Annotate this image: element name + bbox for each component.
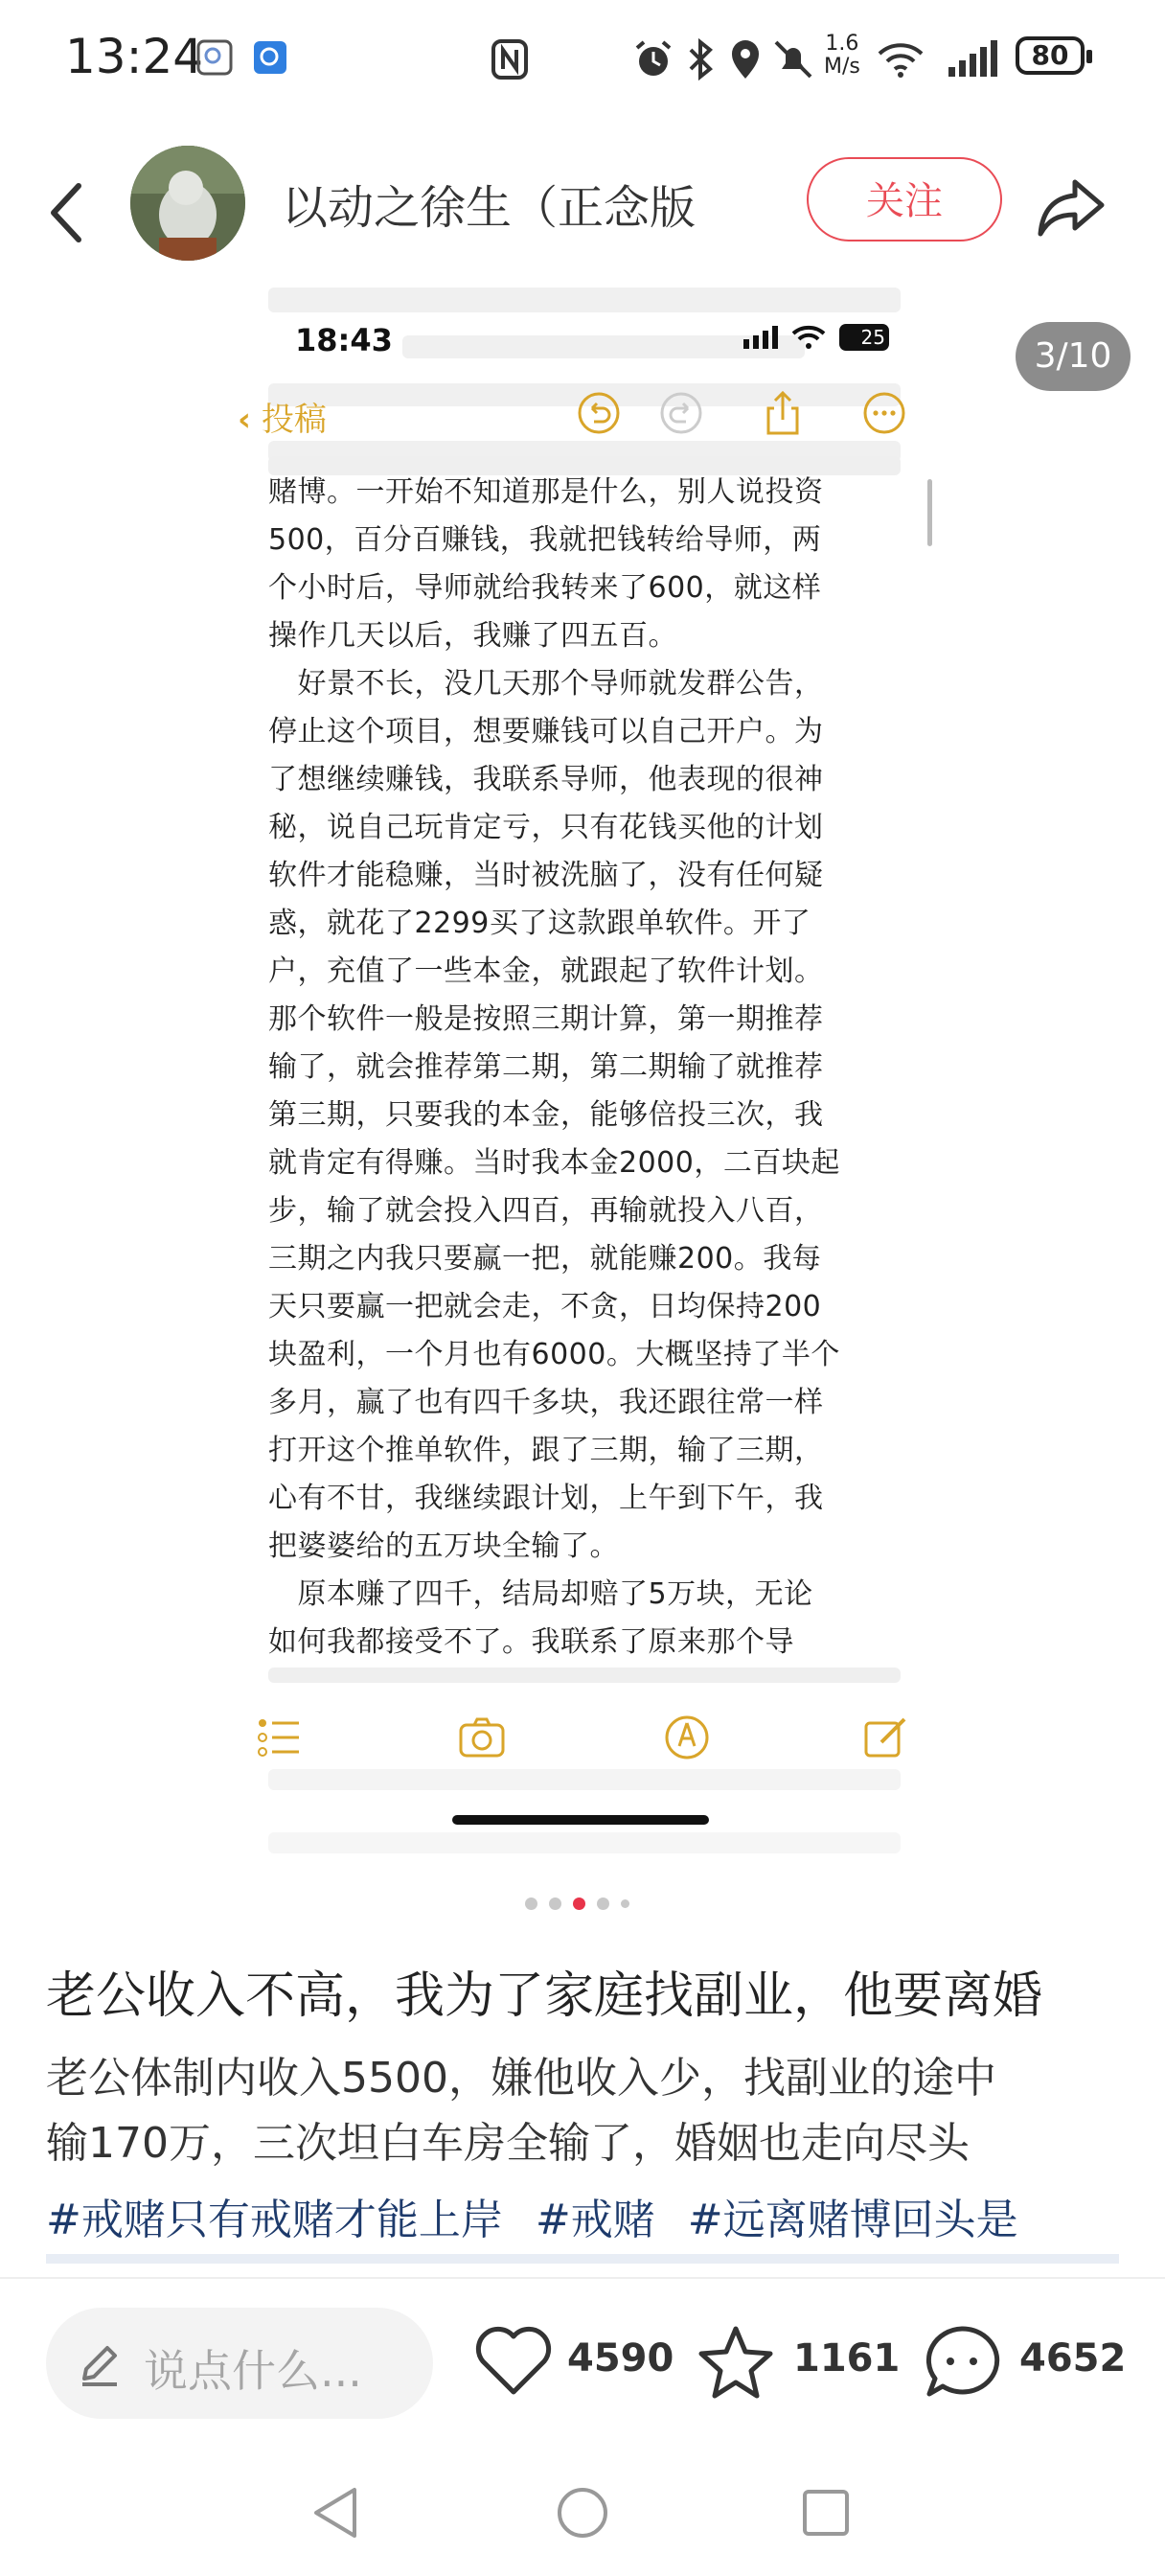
note-line: 块盈利，一个月也有6000。大概坚持了半个 [268, 1338, 840, 1371]
post-tags [46, 2185, 1038, 2246]
note-line: 三期之内我只要赢一把，就能赚200。我每 [268, 1242, 822, 1276]
app-icon [251, 38, 289, 77]
note-line: 个小时后，导师就给我转来了600，就这样 [268, 571, 822, 605]
carousel-dot-active [573, 1898, 585, 1910]
hashtag[interactable]: #远离赌博回头是 [687, 2196, 1018, 2244]
note-line: 多月，赢了也有四千多块，我还跟往常一样 [268, 1386, 824, 1419]
note-line: 户，充值了一些本金，就跟起了软件计划。 [268, 954, 824, 988]
collect-button[interactable] [696, 2323, 901, 2400]
gallery-icon [195, 38, 234, 77]
alarm-icon [632, 38, 674, 80]
note-line: 停止这个项目，想要赚钱可以自己开户。为 [268, 715, 824, 748]
note-line: 秘，说自己玩肯定亏，只有花钱买他的计划 [268, 811, 824, 844]
note-line: 心有不甘，我继续跟计划，上午到下午，我 [268, 1482, 824, 1515]
like-button[interactable] [473, 2323, 674, 2400]
star-icon [696, 2323, 776, 2400]
scrollbar[interactable] [927, 479, 932, 546]
tags-overflow [46, 2254, 1119, 2277]
carousel-dot [549, 1898, 561, 1910]
post-title: 老公收入不高，我为了家庭找副业，他要离婚 [46, 1967, 1043, 2025]
comment-input[interactable] [46, 2308, 433, 2419]
comment-count: 4652 [1019, 2336, 1127, 2380]
wifi-icon [876, 38, 925, 80]
faded-text [268, 288, 901, 312]
note-line: 把婆婆给的五万块全输了。 [268, 1530, 619, 1563]
note-line: 天只要赢一把就会走，不贪，日均保持200 [268, 1290, 822, 1323]
notes-back-label: 投稿 [261, 401, 327, 439]
follow-button[interactable]: 关注 [807, 157, 1002, 242]
note-line: 步，输了就会投入四百，再输就投入八百， [268, 1194, 824, 1228]
inner-home-indicator [452, 1815, 709, 1825]
inner-signal-icon [743, 326, 780, 349]
inner-battery: 25 [839, 324, 889, 351]
action-bar [0, 2277, 1165, 2451]
post-header [0, 134, 1165, 289]
notes-back-button[interactable] [238, 393, 327, 440]
status-time: 13:24 [65, 29, 204, 84]
note-line: 打开这个推单软件，跟了三期，输了三期， [268, 1434, 824, 1467]
checklist-icon[interactable] [255, 1714, 303, 1761]
share-icon[interactable] [761, 391, 805, 435]
faded-text [268, 1832, 901, 1853]
redo-icon[interactable] [659, 391, 703, 435]
note-line: 了想继续赚钱，我联系导师，他表现的很神 [268, 763, 824, 796]
carousel-dot [621, 1899, 629, 1908]
carousel-dot [597, 1898, 609, 1910]
inner-wifi-icon [791, 324, 826, 351]
note-line: 那个软件一般是按照三期计算，第一期推荐 [268, 1002, 824, 1036]
network-speed: 1.6 M/s [824, 32, 860, 79]
pencil-icon [75, 2338, 125, 2388]
nav-home-icon[interactable] [554, 2484, 611, 2542]
nav-recents-icon[interactable] [799, 2486, 853, 2540]
comment-icon [922, 2323, 1002, 2400]
comment-button[interactable] [922, 2323, 1132, 2400]
note-line: 500，百分百赚钱，我就把钱转给导师，两 [268, 523, 822, 557]
author-avatar[interactable] [130, 146, 245, 261]
mute-icon [772, 38, 814, 80]
note-line: 惑，就花了2299买了这款跟单软件。开了 [268, 907, 811, 940]
battery-indicator: 80 [1016, 36, 1085, 75]
note-line: 第三期，只要我的本金，能够倍投三次，我 [268, 1098, 824, 1132]
nav-back-icon[interactable] [308, 2484, 362, 2542]
inner-status-time: 18:43 [295, 322, 393, 358]
page-indicator: 3/10 [1016, 322, 1131, 391]
share-icon[interactable] [1033, 169, 1109, 245]
heart-icon [473, 2323, 554, 2400]
hashtag[interactable]: #戒赌只有戒赌才能上岸 [46, 2196, 503, 2244]
note-line: 软件才能稳赚，当时被洗脑了，没有任何疑 [268, 859, 824, 892]
post-body-line: 老公体制内收入5500，嫌他收入少，找副业的途中 [46, 2054, 996, 2103]
carousel-dots [525, 1898, 640, 1913]
undo-icon[interactable] [577, 391, 621, 435]
markup-icon[interactable] [663, 1714, 711, 1761]
carousel-dot [525, 1898, 537, 1910]
faded-text [268, 1769, 901, 1790]
like-count: 4590 [567, 2336, 674, 2380]
more-icon[interactable] [862, 391, 906, 435]
note-line: 原本赚了四千，结局却赔了5万块，无论 [268, 1577, 813, 1611]
note-line: 就肯定有得赚。当时我本金2000，二百块起 [268, 1146, 840, 1180]
location-icon [728, 38, 763, 80]
note-line: 赌博。一开始不知道那是什么，别人说投资 [268, 475, 824, 509]
nfc-icon [491, 38, 529, 80]
system-nav-bar [0, 2450, 1165, 2576]
chevron-left-icon: ‹ [238, 401, 252, 439]
note-line: 输了，就会推荐第二期，第二期输了就推荐 [268, 1050, 824, 1084]
back-icon[interactable] [38, 174, 96, 251]
note-line: 操作几天以后，我赚了四五百。 [268, 619, 677, 653]
camera-icon[interactable] [458, 1714, 506, 1761]
compose-icon[interactable] [862, 1714, 910, 1761]
author-name[interactable]: 以动之徐生（正念版 [282, 181, 697, 235]
hashtag[interactable]: #戒赌 [535, 2196, 655, 2244]
bluetooth-icon [686, 38, 715, 80]
post-body-line: 输170万，三次坦白车房全输了，婚姻也走向尽头 [46, 2119, 970, 2168]
comment-placeholder: 说点什么... [144, 2345, 362, 2397]
note-line: 好景不长，没几天那个导师就发群公告， [268, 667, 824, 701]
collect-count: 1161 [793, 2336, 901, 2380]
status-bar [0, 0, 1165, 115]
faded-text [268, 1668, 901, 1683]
post-image[interactable] [0, 288, 1165, 1859]
signal-icon [945, 38, 998, 80]
note-line: 如何我都接受不了。我联系了原来那个导 [268, 1625, 794, 1659]
